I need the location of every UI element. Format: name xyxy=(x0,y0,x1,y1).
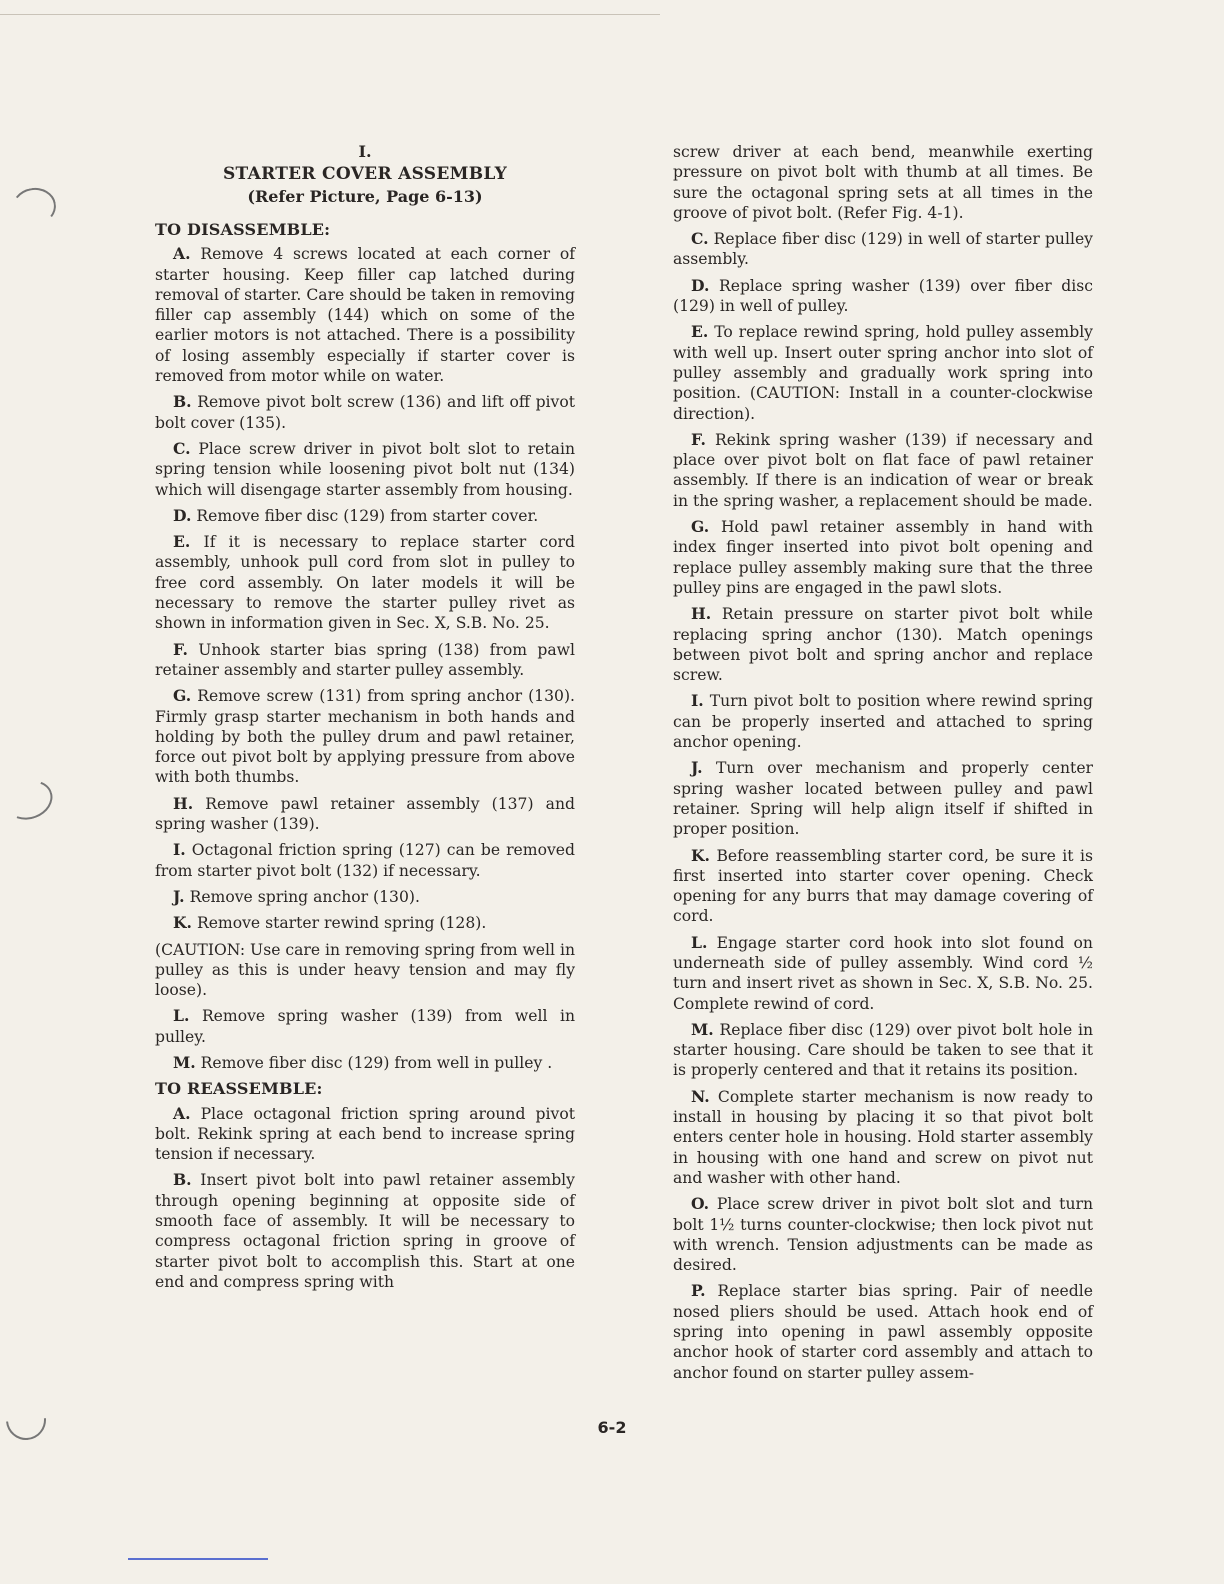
step-letter: P. xyxy=(691,1281,706,1301)
caution-note: (CAUTION: Use care in removing spring from well in pulley as this is under heavy tension and may fly loose). xyxy=(155,940,575,1000)
step-letter: B. xyxy=(173,392,192,412)
step-text: Remove 4 screws located at each corner of starter housing. Keep filler cap latched during removal of starter. Care should be taken in removing filler cap assembly (144) which on some of the earlier motors is not attached. There is a possibility of losing assembly especially if starter cover is removed from motor while on water. xyxy=(155,245,575,386)
step-paragraph xyxy=(155,506,575,526)
step-text: Hold pawl retainer assembly in hand with index finger inserted into pivot bolt opening and replace pulley assembly making sure that the three pulley pins are engaged in the pawl slots. xyxy=(673,518,1093,597)
step-text: Remove spring washer (139) from well in pulley. xyxy=(155,1007,575,1046)
step-text: Replace fiber disc (129) in well of starter pulley assembly. xyxy=(673,230,1093,269)
step-text: If it is necessary to replace starter cord assembly, unhook pull cord from slot in pulley to free cord assembly. On later models it will be necessary to remove the starter pulley rivet as shown in information given in Sec. X, S.B. No. 25. xyxy=(155,533,575,633)
step-letter: C. xyxy=(691,229,709,249)
step-text: Before reassembling starter cord, be sure it is first inserted into starter cover opening. Check opening for any burrs that may damage covering of cord. xyxy=(673,846,1093,926)
step-paragraph xyxy=(673,846,1093,927)
step-paragraph xyxy=(155,887,575,907)
step-paragraph xyxy=(155,794,575,835)
left-column xyxy=(155,142,575,1298)
step-letter: L. xyxy=(173,1006,190,1026)
step-paragraph xyxy=(155,244,575,386)
step-text: Engage starter cord hook into slot found on underneath side of pulley assembly. Wind cord ½ turn and insert rivet as shown in Sec. X, S.B. No. 25. Complete rewind of cord. xyxy=(673,933,1093,1013)
disassemble-heading: TO DISASSEMBLE: xyxy=(155,220,331,239)
step-text: To replace rewind spring, hold pulley assembly with well up. Insert outer spring anchor into slot of pulley assembly and gradually work spring into position. (CAUTION: Install in a counter-clockwise direction). xyxy=(673,323,1093,423)
step-letter: F. xyxy=(691,429,706,449)
step-text: Complete starter mechanism is now ready to install in housing by placing it so that pivot bolt enters center hole in housing. Hold starter assembly in housing with one hand and screw on pivot nut and washer with other hand. xyxy=(673,1087,1093,1187)
reassemble-heading: TO REASSEMBLE: xyxy=(155,1079,323,1099)
step-text: Remove pivot bolt screw (136) and lift off pivot bolt cover (135). xyxy=(155,393,576,432)
continued-paragraph: screw driver at each bend, meanwhile exerting pressure on pivot bolt with thumb at all times. Be sure the octagonal spring sets at all times in the groove of pivot bolt. (Refer Fig. 4-1). xyxy=(673,143,1093,222)
step-letter: I. xyxy=(173,840,186,860)
step-paragraph xyxy=(673,1281,1093,1382)
step-letter: G. xyxy=(691,517,710,537)
step-text: Turn pivot bolt to position where rewind spring can be properly inserted and attached to spring anchor opening. xyxy=(673,692,1093,752)
step-text: Octagonal friction spring (127) can be removed from starter pivot bolt (132) if necessary. xyxy=(155,841,575,880)
step-text: Replace spring washer (139) over fiber disc (129) in well of pulley. xyxy=(673,276,1093,316)
step-text: Retain pressure on starter pivot bolt while replacing spring anchor (130). Match openings between pivot bolt and spring anchor and replace screw. xyxy=(673,605,1093,685)
step-paragraph xyxy=(673,1087,1093,1188)
step-letter: K. xyxy=(691,845,710,865)
step-text: Insert pivot bolt into pawl retainer assembly through opening beginning at opposite side of smooth face of assembly. It will be necessary to compress octagonal friction spring in groove of starter pivot bolt to accomplish this. Start at one end and compress spring with xyxy=(155,1171,575,1291)
step-text: Replace fiber disc (129) over pivot bolt hole in starter housing. Care should be taken to see that it is properly centered and that it retains its position. xyxy=(673,1020,1093,1080)
step-paragraph xyxy=(155,913,575,933)
step-paragraph xyxy=(673,229,1093,270)
step-paragraph xyxy=(673,604,1093,685)
step-letter: D. xyxy=(173,505,192,525)
step-paragraph xyxy=(155,439,575,500)
step-letter: B. xyxy=(173,1170,192,1190)
step-text: Place screw driver in pivot bolt slot to retain spring tension while loosening pivot bolt nut (134) which will disengage starter assembly from housing. xyxy=(155,439,575,499)
step-paragraph xyxy=(673,1194,1093,1275)
step-text: Remove fiber disc (129) from well in pulley . xyxy=(200,1053,553,1072)
step-letter: C. xyxy=(173,438,191,458)
step-paragraph xyxy=(673,933,1093,1014)
step-paragraph xyxy=(673,758,1093,839)
step-text: Remove screw (131) from spring anchor (130). Firmly grasp starter mechanism in both hands and holding by both the pulley drum and pawl retainer, force out pivot bolt by applying pressure from above with both thumbs. xyxy=(155,687,575,787)
step-letter: K. xyxy=(173,913,192,933)
step-paragraph xyxy=(155,1104,575,1165)
step-letter: M. xyxy=(691,1019,714,1039)
step-letter: M. xyxy=(173,1052,196,1072)
step-paragraph xyxy=(155,1006,575,1047)
step-letter: A. xyxy=(173,1103,191,1123)
page-subtitle: (Refer Picture, Page 6-13) xyxy=(247,187,483,206)
step-paragraph xyxy=(155,392,575,433)
step-letter: H. xyxy=(691,604,712,624)
step-letter: E. xyxy=(173,532,191,552)
step-text: Place octagonal friction spring around pivot bolt. Rekink spring at each bend to increase spring tension if necessary. xyxy=(155,1104,575,1164)
step-paragraph xyxy=(673,276,1093,317)
step-letter: E. xyxy=(691,322,709,342)
step-text: Turn over mechanism and properly center spring washer located between pulley and pawl retainer. Spring will help align itself if shifted in proper position. xyxy=(673,759,1093,839)
step-text: Remove spring anchor (130). xyxy=(189,887,420,906)
step-paragraph xyxy=(673,517,1093,598)
step-letter: O. xyxy=(691,1194,710,1214)
step-letter: D. xyxy=(691,275,710,295)
step-paragraph xyxy=(673,322,1093,423)
section-number: I. xyxy=(358,142,372,161)
step-letter: G. xyxy=(173,686,192,706)
step-paragraph xyxy=(155,1053,575,1073)
step-paragraph xyxy=(155,532,575,633)
step-paragraph xyxy=(673,1020,1093,1081)
step-letter: I. xyxy=(691,691,704,711)
step-paragraph xyxy=(155,640,575,681)
scan-top-rule xyxy=(0,14,660,15)
page-number: 6-2 xyxy=(597,1418,627,1437)
step-paragraph xyxy=(155,840,575,881)
step-paragraph xyxy=(673,430,1093,511)
step-letter: J. xyxy=(691,758,703,778)
step-text: Replace starter bias spring. Pair of needle nosed pliers should be used. Attach hook end of spring into opening in pawl assembly opposite anchor hook of starter cord assembly and attach to anchor found on starter pulley assem- xyxy=(673,1282,1093,1382)
step-paragraph xyxy=(673,691,1093,752)
step-letter: A. xyxy=(173,244,191,264)
step-text: Remove pawl retainer assembly (137) and spring washer (139). xyxy=(155,794,575,834)
step-paragraph xyxy=(155,1170,575,1292)
step-text: Place screw driver in pivot bolt slot and turn bolt 1½ turns counter-clockwise; then lock pivot nut with wrench. Tension adjustments can be made as desired. xyxy=(673,1195,1093,1275)
section-heading xyxy=(155,142,575,208)
punch-hole-mark xyxy=(0,774,58,826)
step-letter: J. xyxy=(173,886,185,906)
step-text: Remove starter rewind spring (128). xyxy=(196,914,487,933)
step-letter: N. xyxy=(691,1086,710,1106)
step-text: Remove fiber disc (129) from starter cover. xyxy=(196,506,539,525)
scan-bottom-rule xyxy=(128,1558,268,1560)
right-column xyxy=(673,142,1093,1389)
step-text: Rekink spring washer (139) if necessary and place over pivot bolt on flat face of pawl retainer assembly. If there is an indication of wear or break in the spring washer, a replacement should be made. xyxy=(673,430,1093,510)
punch-hole-mark xyxy=(9,184,59,229)
page-title: STARTER COVER ASSEMBLY xyxy=(222,164,508,184)
step-text: Unhook starter bias spring (138) from pawl retainer assembly and starter pulley assembly. xyxy=(155,640,575,679)
step-letter: L. xyxy=(691,932,708,952)
step-letter: F. xyxy=(173,639,188,659)
step-letter: H. xyxy=(173,793,194,813)
step-paragraph xyxy=(155,686,575,787)
